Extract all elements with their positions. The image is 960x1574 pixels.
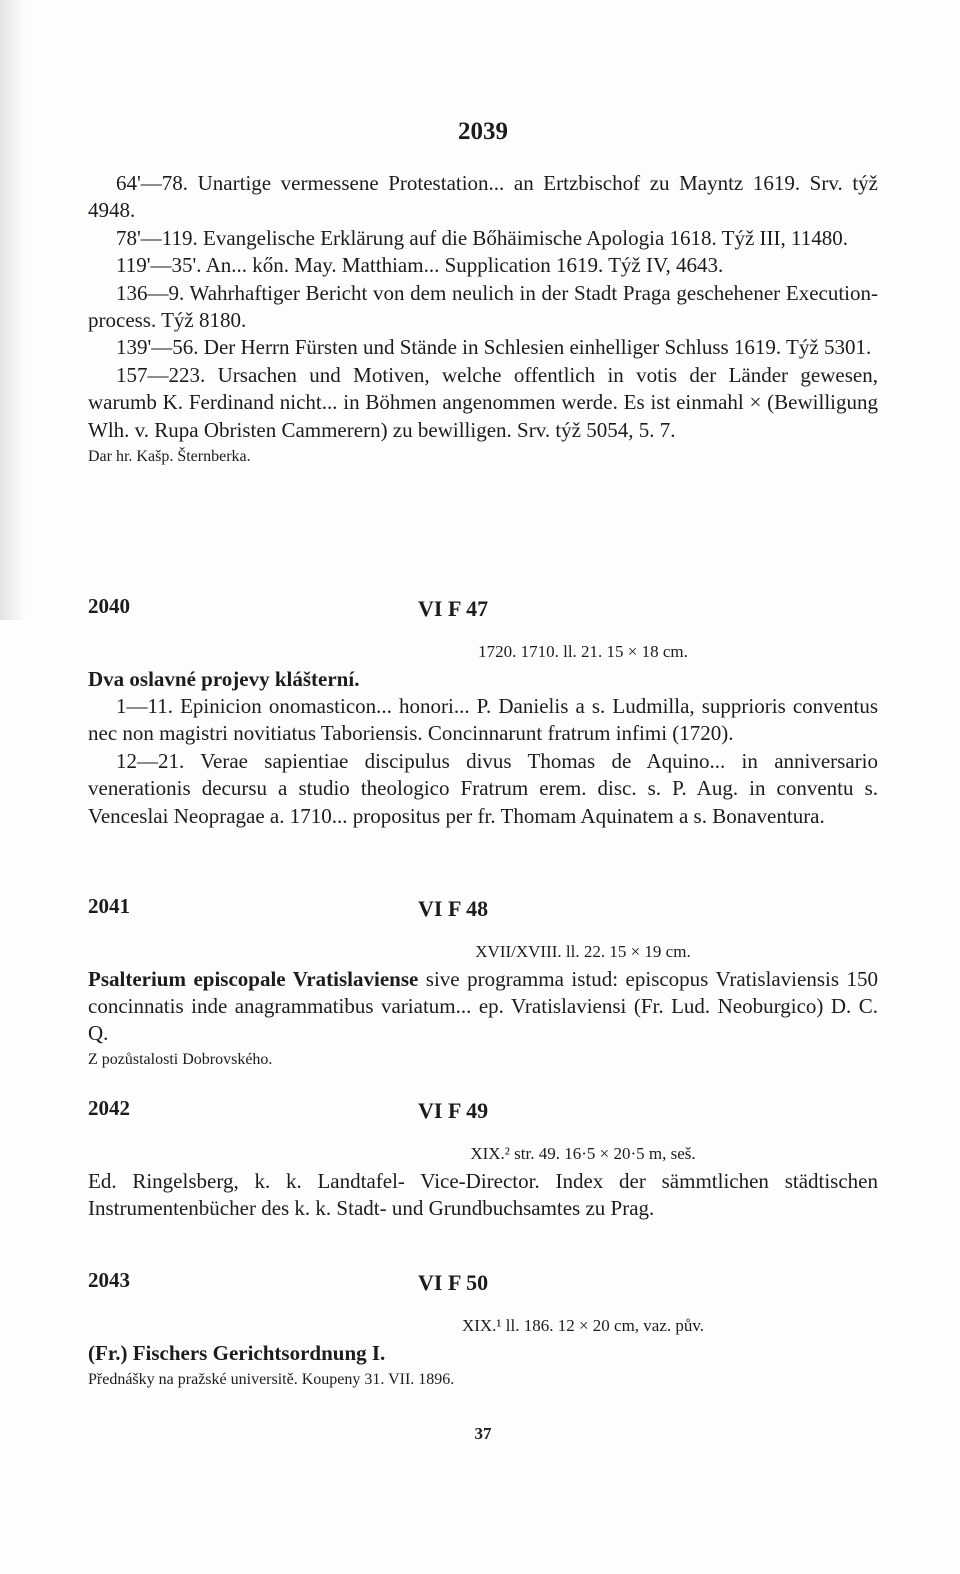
entry-title-bold: Psalterium episcopale Vratislaviense bbox=[88, 967, 419, 991]
entry-number: 2042 bbox=[88, 1096, 130, 1120]
catalogue-entry-2040 bbox=[88, 594, 878, 830]
page-edge-shadow bbox=[0, 0, 26, 620]
physical-description: XVII/XVIII. ll. 22. 15 × 19 cm. bbox=[475, 942, 691, 961]
item-line: 78'—119. Evangelische Erklärung auf die Bőhäimische Apologia 1618. Týž III, 11480. bbox=[116, 225, 849, 250]
item-line: 136—9. Wahrhaftiger Bericht von dem neulich in der Stadt Praga geschehener Execution-process. Týž 8180. bbox=[88, 280, 878, 333]
entry-title-rest: Ed. Ringelsberg, k. k. Landtafel- Vice-Director. Index der sämmtlichen städtischen Instrumentenbücher des k. k. Stadt- und Grundbuchsamtes zu Prag. bbox=[88, 1169, 878, 1220]
physical-description: XIX.² str. 49. 16·5 × 20·5 m, seš. bbox=[470, 1144, 696, 1163]
item-line: 157—223. Ursachen und Motiven, welche offentlich in votis der Länder gewesen, warumb K. Ferdinand nicht... in Böhmen angenommen werde. Es ist einmahl × (Bewilligung Wlh. v. Rupa Obristen Cammerern) zu bewilligen. Srv. týž 5054, 5. 7. bbox=[88, 362, 878, 442]
shelfmark: VI F 49 bbox=[418, 1098, 489, 1123]
entry-header bbox=[88, 894, 878, 924]
entry-title bbox=[88, 1168, 878, 1222]
shelfmark: VI F 48 bbox=[418, 896, 489, 921]
entry-header bbox=[88, 1096, 878, 1126]
provenance-note: Přednášky na pražské universitě. Koupeny 31. VII. 1896. bbox=[88, 1371, 455, 1388]
entry-2039-continuation bbox=[88, 170, 878, 468]
provenance-note: Z pozůstalosti Dobrovského. bbox=[88, 1051, 273, 1068]
entry-title-bold: (Fr.) Fischers Gerichtsordnung I. bbox=[88, 1341, 386, 1365]
shelfmark: VI F 50 bbox=[418, 1270, 489, 1295]
entry-title bbox=[88, 666, 878, 693]
entry-number: 2043 bbox=[88, 1268, 130, 1292]
item-line: 64'—78. Unartige vermessene Protestation... an Ertzbischof zu Mayntz 1619. Srv. týž 4948. bbox=[88, 171, 878, 223]
sheet-number: 37 bbox=[474, 1424, 492, 1443]
entry-title bbox=[88, 966, 878, 1047]
shelfmark: VI F 47 bbox=[418, 596, 489, 621]
physical-description: XIX.¹ ll. 186. 12 × 20 cm, vaz. pův. bbox=[461, 1316, 705, 1335]
physical-description: 1720. 1710. ll. 21. 15 × 18 cm. bbox=[478, 642, 688, 661]
provenance-note: Dar hr. Kašp. Šternberka. bbox=[88, 448, 251, 466]
item-line: 12—21. Verae sapientiae discipulus divus Thomas de Aquino... in anniversario venerationis decursu a studio theologico Fratrum erem. disc. s. P. Aug. in conventu s. Venceslai Neopragae a. 1710... propositus per fr. Thomam Aquinatem a s. Bonaventura. bbox=[88, 748, 878, 828]
entry-header bbox=[88, 1268, 878, 1298]
catalogue-entry-2043 bbox=[88, 1268, 878, 1391]
entry-number: 2040 bbox=[88, 594, 130, 618]
entry-title-rest: sive programma istud: episcopus Vratislaviensis 150 concinnatis inde anagrammatibus variatum... ep. Vratislaviensi (Fr. Lud. Neoburgico) D. C. Q. bbox=[88, 967, 878, 1045]
entry-title bbox=[88, 1340, 878, 1367]
item-line: 1—11. Epinicion onomasticon... honori... P. Danielis a s. Ludmilla, supprioris conventus nec non magistri novitiatus Taboriensis. Concinnarunt fratrum infimi (1720). bbox=[88, 694, 878, 746]
page-number: 2039 bbox=[458, 118, 508, 145]
item-line: 139'—56. Der Herrn Fürsten und Stände in Schlesien einhelliger Schluss 1619. Týž 5301. bbox=[116, 335, 872, 360]
catalogue-entry-2041 bbox=[88, 894, 878, 1071]
entry-header bbox=[88, 594, 878, 624]
item-line: 119'—35'. An... kőn. May. Matthiam... Supplication 1619. Týž IV, 4643. bbox=[116, 253, 724, 278]
entry-title-bold: Dva oslavné projevy klášterní. bbox=[88, 667, 360, 691]
entry-number: 2041 bbox=[88, 894, 130, 918]
catalogue-entry-2042 bbox=[88, 1096, 878, 1222]
